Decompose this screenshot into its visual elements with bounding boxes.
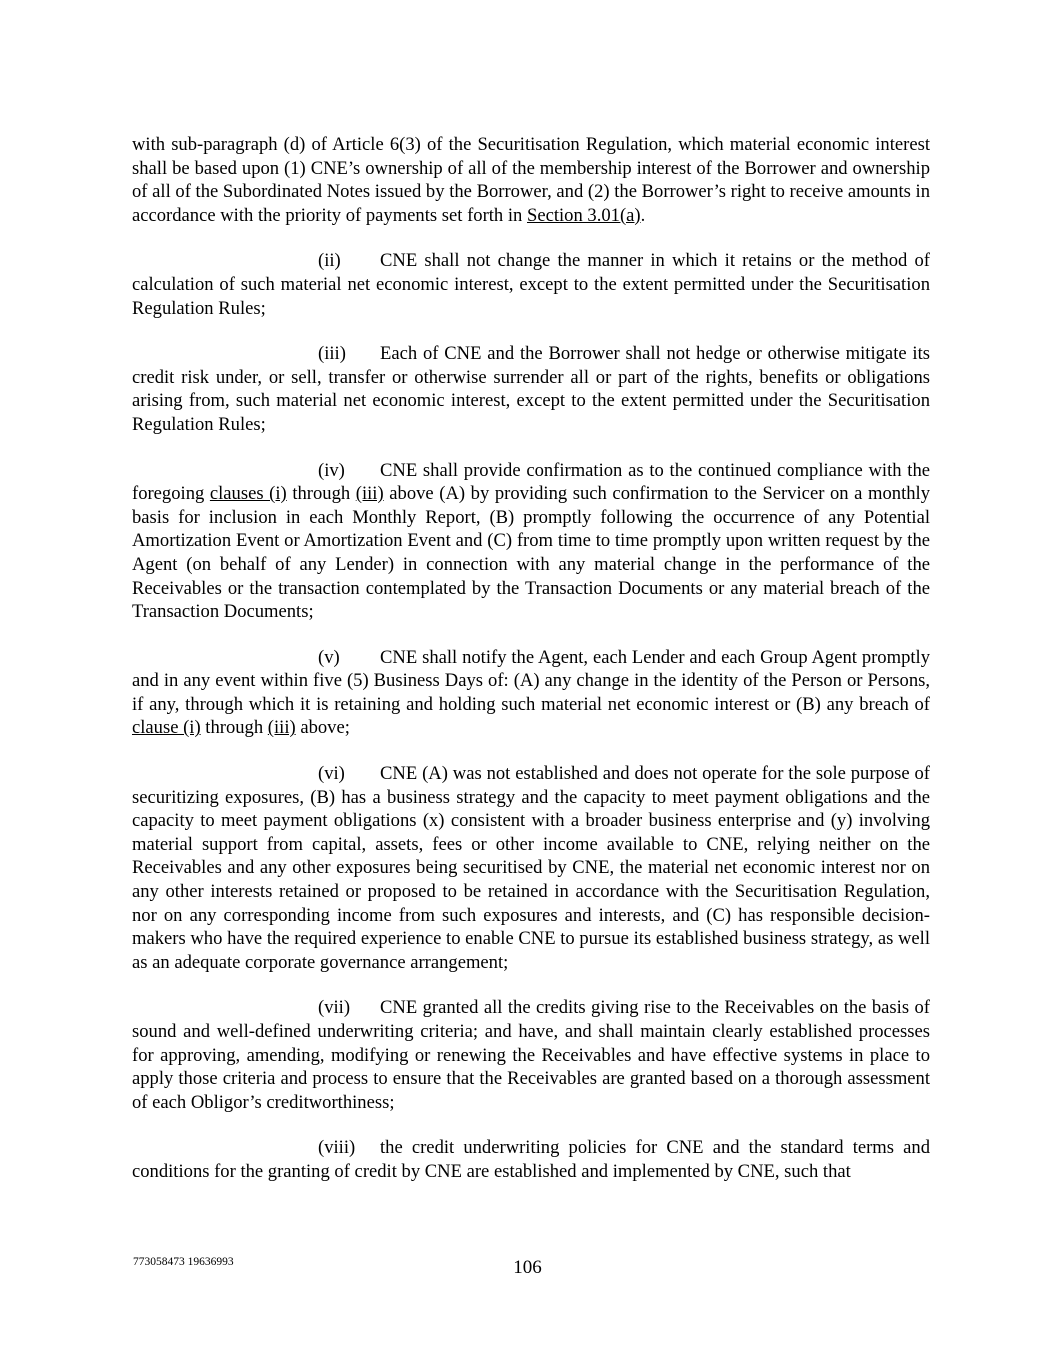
clause-v: (v) CNE shall notify the Agent, each Lender and each Group Agent promptly and in any event within five (5) Business Days of: (A) any change in the identity of the Person or Persons, if any, through which it is retaining and holding such material net economic interest or (B) any breach of clause (i) through (iii) above; <box>132 646 940 739</box>
clause-number: (vi) <box>318 763 345 785</box>
clause-text: Each of CNE and the Borrower shall not hedge or otherwise mitigate its credit risk under, or sell, transfer or otherwise surrender all or part of the rights, benefits or obligations arising from, such material net economic interest, except to the extent permitted under the Securitisation Regulation Rules; <box>132 343 930 435</box>
clause-reference: (iii) <box>355 483 384 505</box>
clause-text: CNE shall not change the manner in which it retains or the method of calculation of such material net economic interest, except to the extent permitted under the Securitisation Regulation Rules; <box>132 250 930 319</box>
clause-text: CNE (A) was not established and does not operate for the sole purpose of securitizing exposures, (B) has a business strategy and the capacity to meet payment obligations and the capacity to meet payment obligations (x) consistent with a broader business enterprise and (y) involving material support from capital, assets, fees or other income available to CNE, relying neither on the Receivables and any other exposures being securitised by CNE, the material net economic interest nor on any other interests retained or proposed to be retained in accordance with the Securitisation Regulation, nor on any corresponding income from such exposures and interests, and (C) has responsible decision-makers who have the required experience to enable CNE to pursue its established business strategy, as well as an adequate corporate governance arrangement; <box>132 763 930 973</box>
clause-number: (iii) <box>318 343 346 365</box>
document-id: 773058473 19636993 <box>133 1256 234 1268</box>
clause-text: CNE granted all the credits giving rise to the Receivables on the basis of sound and well-defined underwriting criteria; and have, and shall maintain clearly established processes for approving, amending, modifying or renewing the Receivables and have effective systems in place to apply those criteria and process to ensure that the Receivables are granted based on a thorough assessment of each Obligor’s creditworthiness; <box>132 997 930 1113</box>
clause-number: (iv) <box>318 459 345 481</box>
clause-number: (vii) <box>318 997 351 1019</box>
paragraph-continuation: with sub-paragraph (d) of Article 6(3) of the Securitisation Regulation, which material economic interest shall be based upon (1) CNE’s ownership of all of the membership interest of the Borrower and ownership of all of the Subordinated Notes issued by the Borrower, and (2) the Borrower’s right to receive amounts in accordance with the priority of payments set forth in Section 3.01(a). <box>132 134 930 226</box>
clause-reference: (iii) <box>267 717 296 739</box>
page-number: 106 <box>513 1257 542 1278</box>
clause-number: (ii) <box>318 250 341 272</box>
clause-vi <box>132 762 930 974</box>
clause-reference: clauses (i) <box>209 483 287 505</box>
clause-vii <box>132 996 930 1114</box>
clause-ii <box>132 249 930 320</box>
section-reference: Section 3.01(a) <box>527 204 641 226</box>
clause-iv: (iv) CNE shall provide confirmation as to the continued compliance with the foregoing clauses (i) through (iii) above (A) by providing such confirmation to the Servicer on a monthly basis for inclusion in each Monthly Report, (B) promptly following the occurrence of any Potential Amortization Event or Amortization Event and (C) from time to time promptly upon written request by the Agent (on behalf of any Lender) in connection with any material change in the performance of the Receivables or the transaction contemplated by the Transaction Documents or any material breach of the Transaction Documents; <box>132 459 930 623</box>
document-body <box>132 133 940 1206</box>
clause-viii <box>132 1136 930 1183</box>
clause-reference: clause (i) <box>132 717 201 739</box>
clause-text: the credit underwriting policies for CNE and the standard terms and conditions for the granting of credit by CNE are established and implemented by CNE, such that <box>132 1137 930 1182</box>
clause-number: (viii) <box>318 1137 356 1159</box>
clause-number: (v) <box>318 646 340 668</box>
clause-iii <box>132 342 930 436</box>
